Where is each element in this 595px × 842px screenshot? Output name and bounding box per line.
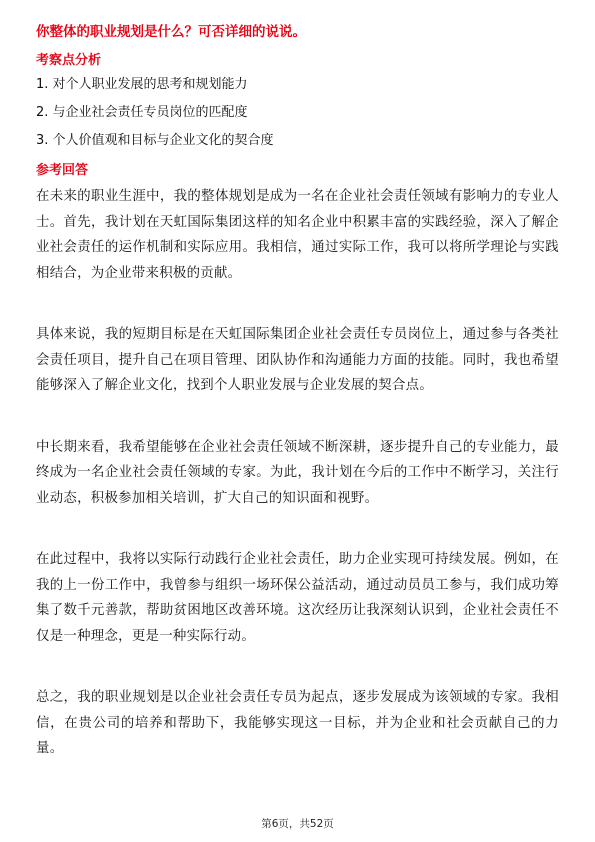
answer-paragraph: 在未来的职业生涯中，我的整体规划是成为一名在企业社会责任领域有影响力的专业人士。首先，我计划在天虹国际集团这样的知名企业中积累丰富的实践经验，深入了解企业社会责任的运作机制和实际应用。我相信，通过实际工作，我可以将所学理论与实践相结合，为企业带来积极的贡献。 — [36, 189, 559, 281]
answer-paragraph: 具体来说，我的短期目标是在天虹国际集团企业社会责任专员岗位上，通过参与各类社会责任项目，提升自己在项目管理、团队协作和沟通能力方面的技能。同时，我也希望能够深入了解企业文化，找到个人职业发展与企业发展的契合点。 — [36, 327, 559, 393]
page-number: 第6页，共52页 — [261, 818, 334, 830]
analysis-points — [36, 76, 559, 150]
answer-title: 参考回答 — [36, 163, 89, 178]
answer-body — [36, 184, 559, 762]
answer-paragraph: 在此过程中，我将以实际行动践行企业社会责任，助力企业实现可持续发展。例如，在我的上一份工作中，我曾参与组织一场环保公益活动，通过动员员工参与，我们成功筹集了数千元善款，帮助贫困地区改善环境。这次经历让我深刻认识到，企业社会责任不仅是一种理念，更是一种实际行动。 — [36, 552, 559, 644]
answer-paragraph: 中长期来看，我希望能够在企业社会责任领域不断深耕，逐步提升自己的专业能力，最终成为一名企业社会责任领域的专家。为此，我计划在今后的工作中不断学习，关注行业动态，积极参加相关培训，扩大自己的知识面和视野。 — [36, 439, 559, 506]
analysis-point: 1. 对个人职业发展的思考和规划能力 — [36, 77, 248, 92]
document-page — [36, 22, 559, 762]
question-heading: 你整体的职业规划是什么？可否详细的说说。 — [36, 24, 306, 40]
analysis-point: 2. 与企业社会责任专员岗位的匹配度 — [36, 105, 248, 120]
analysis-point: 3. 个人价值观和目标与企业文化的契合度 — [36, 133, 274, 148]
answer-paragraph: 总之，我的职业规划是以企业社会责任专员为起点，逐步发展成为该领域的专家。我相信，在贵公司的培养和帮助下，我能够实现这一目标，并为企业和社会贡献自己的力量。 — [36, 690, 559, 756]
analysis-title: 考察点分析 — [36, 53, 102, 68]
